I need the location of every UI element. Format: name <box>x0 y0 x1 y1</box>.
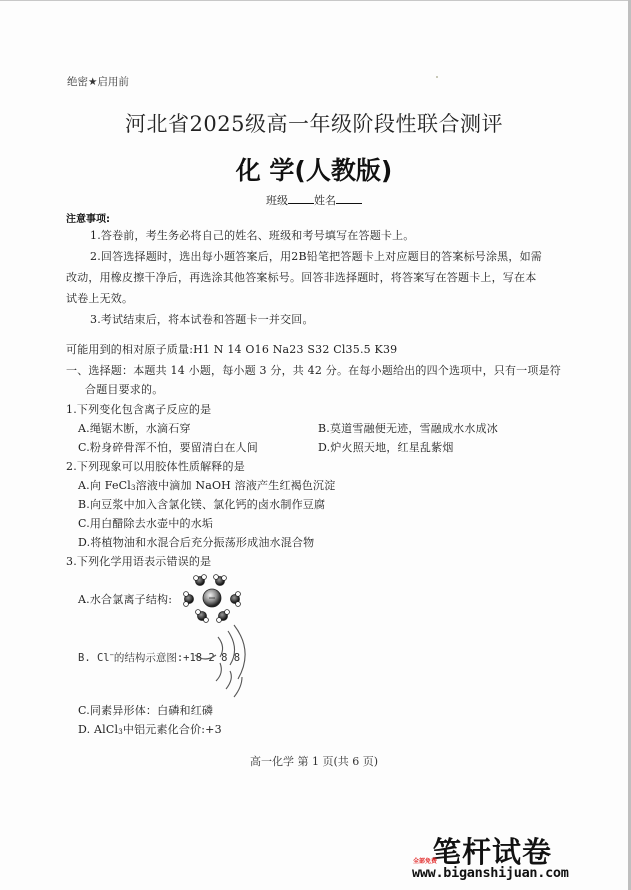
superscript: − <box>109 651 114 659</box>
question-2-stem: 2.下列现象可以用胶体性质解释的是 <box>66 460 245 473</box>
section-intro: 一、选择题：本题共 14 小题，每小题 3 分，共 42 分。在每小题给出的四个选项中，只有一项是符 <box>66 364 561 377</box>
question-2-option-c: C.用白醋除去水壶中的水垢 <box>78 517 214 530</box>
question-1-option-c: C.粉身碎骨浑不怕，要留清白在人间 <box>78 441 258 454</box>
question-1-stem: 1.下列变化包含离子反应的是 <box>66 403 212 416</box>
question-3-option-c: C.同素异形体：白磷和红磷 <box>78 704 214 717</box>
subscript: 3 <box>131 484 136 492</box>
question-1-option-d: D.炉火照天地，红星乱紫烟 <box>318 441 454 454</box>
question-2-option-d: D.将植物油和水混合后充分振荡形成油水混合物 <box>78 536 315 549</box>
watermark-brand: 笔杆试卷 <box>432 835 553 869</box>
question-2-option-a <box>78 477 335 493</box>
atomic-structure-diagram-icon <box>190 621 260 701</box>
notice-item-2-cont: 改动，用橡皮擦干净后，再选涂其他答案标号。回答非选择题时，将答案写在答题卡上，写在本 <box>66 271 537 284</box>
notice-item-3: 3.考试结束后，将本试卷和答题卡一并交回。 <box>90 313 314 326</box>
page-footer: 高一化学 第 1 页(共 6 页) <box>249 755 379 768</box>
question-1-option-a: A.绳锯木断，水滴石穿 <box>78 422 191 435</box>
notice-item-2-end: 试卷上无效。 <box>66 292 134 305</box>
class-label: 班级 <box>266 194 288 207</box>
question-1-option-b: B.莫道雪融便无迹，雪融成水水成冰 <box>318 422 498 435</box>
notice-heading: 注意事项: <box>66 214 110 225</box>
question-3-stem: 3.下列化学用语表示错误的是 <box>66 555 212 568</box>
atomic-masses: 可能用到的相对原子质量:H1 N 14 O16 Na23 S32 Cl35.5 K39 <box>66 343 398 356</box>
hydrated-chloride-ion-icon <box>178 572 246 624</box>
option-d-text-pre: D. AlCl <box>78 723 119 736</box>
question-3-option-d <box>78 721 222 737</box>
option-d-text-post: 中铝元素化合价:+3 <box>122 723 222 736</box>
question-3-option-a: A.水合氯离子结构: <box>78 593 173 606</box>
question-2-option-b: B.向豆浆中加入含氯化镁、氯化钙的卤水制作豆腐 <box>78 498 326 511</box>
scan-speck <box>436 76 438 78</box>
confidential-label: 绝密★启用前 <box>67 76 129 88</box>
name-label: 姓名 <box>314 194 336 207</box>
exam-title: 河北省2025级高一年级阶段性联合测评 <box>125 112 503 136</box>
class-name-line <box>0 192 628 208</box>
option-b-text-post: 的结构示意图:+18 2 8 8 <box>113 652 241 664</box>
subscript: 3 <box>118 728 123 736</box>
option-a-text-pre: A.向 FeCl <box>78 479 132 492</box>
option-a-text-post: 溶液中滴加 NaOH 溶液产生红褐色沉淀 <box>135 479 336 492</box>
notice-item-1: 1.答卷前，考生务必将自己的姓名、班级和考号填写在答题卡上。 <box>90 229 415 242</box>
watermark-tag: 全部免费 <box>413 858 438 865</box>
section-intro-cont: 合题目要求的。 <box>85 383 164 396</box>
subject-title: 化 学(人教版) <box>235 156 393 185</box>
class-blank[interactable] <box>288 193 314 204</box>
option-b-text-pre: B. Cl <box>78 652 110 664</box>
watermark-url[interactable]: www.biganshijuan.com <box>412 865 569 881</box>
notice-item-2: 2.回答选择题时，选出每小题答案后，用2B铅笔把答题卡上对应题目的答案标号涂黑，如需 <box>90 250 542 263</box>
name-blank[interactable] <box>336 193 362 204</box>
